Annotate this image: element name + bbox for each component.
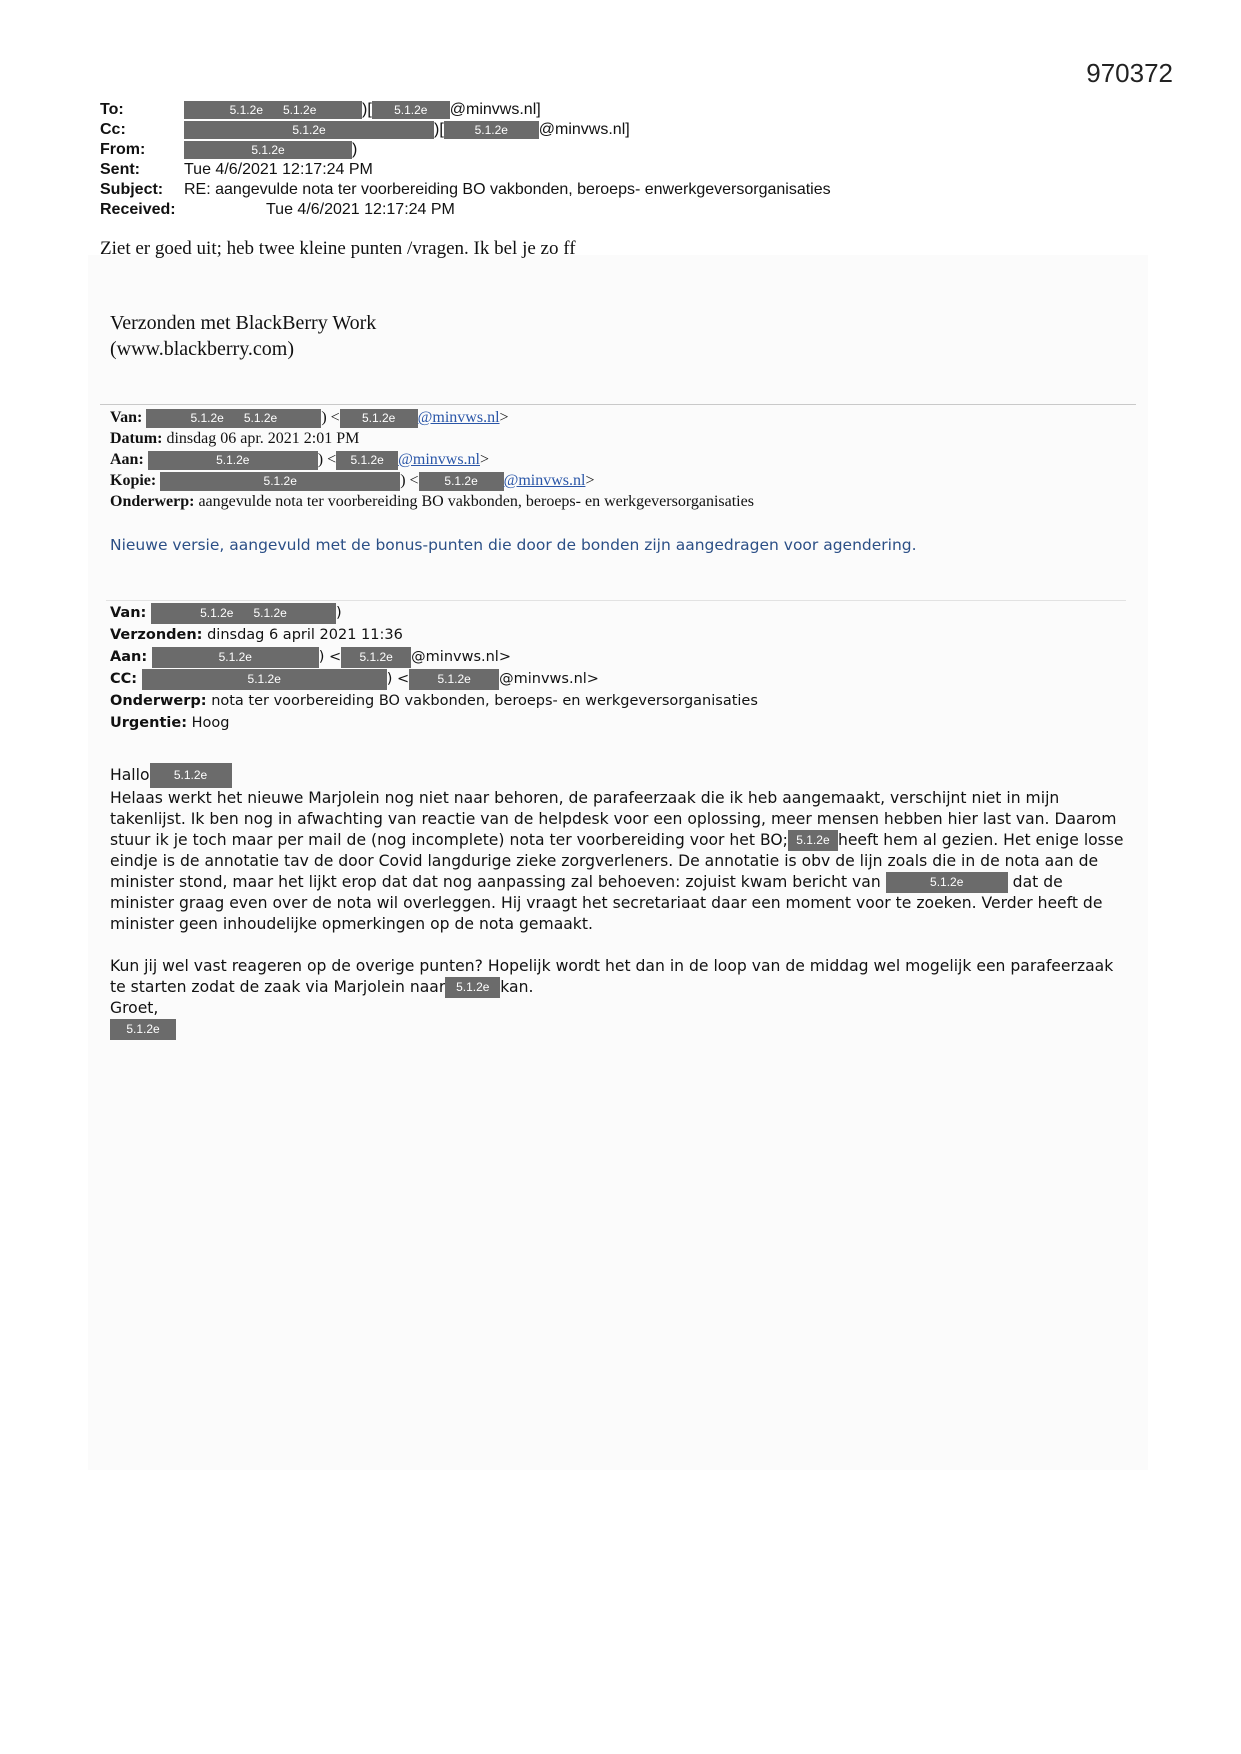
aan-label: Aan: xyxy=(110,451,144,468)
redaction-box: 5.1.2e xyxy=(336,451,398,470)
subject-label: Subject: xyxy=(100,181,164,198)
subject-value: RE: aangevulde nota ter voorbereiding BO vakbonden, beroeps- enwerkgeversorganisaties xyxy=(184,181,831,198)
redaction-box: 5.1.2e 5.1.2e xyxy=(184,101,362,119)
aan-separator: ) < xyxy=(318,649,342,665)
aan-domain: @minvws.nl> xyxy=(411,649,511,665)
redaction-box: 5.1.2e xyxy=(788,830,838,851)
email-link[interactable]: @minvws.nl xyxy=(417,409,500,426)
message2-body xyxy=(110,763,1130,1040)
kopie-label: Kopie: xyxy=(110,472,157,489)
from-close: ) xyxy=(352,141,358,158)
urgentie-row xyxy=(110,712,758,734)
van-label: Van: xyxy=(110,605,147,621)
van-label: Van: xyxy=(110,409,143,426)
redaction-box: 5.1.2e 5.1.2e xyxy=(146,409,321,428)
verzonden-label: Verzonden: xyxy=(110,627,203,643)
to-separator: )[ xyxy=(362,101,372,118)
aan-row xyxy=(110,646,758,668)
aan-separator: ) < xyxy=(317,451,337,468)
email-link[interactable]: @minvws.nl xyxy=(398,451,480,468)
from-value xyxy=(184,140,357,160)
cc-domain: @minvws.nl] xyxy=(538,121,630,138)
cc-separator: )[ xyxy=(434,121,444,138)
onderwerp-value: aangevulde nota ter voorbereiding BO vakbonden, beroeps- en werkgeversorganisaties xyxy=(198,493,754,510)
kopie-separator: ) < xyxy=(400,472,419,489)
closing: Groet, xyxy=(110,999,159,1017)
van-row xyxy=(110,602,758,624)
divider xyxy=(106,600,1126,601)
to-label: To: xyxy=(100,101,124,118)
divider xyxy=(100,404,1136,405)
redaction-box: 5.1.2e xyxy=(341,647,411,668)
email-link[interactable]: @minvws.nl xyxy=(503,472,586,489)
close-bracket: > xyxy=(480,451,490,468)
cc-separator: ) < xyxy=(386,671,410,687)
redaction-box: 5.1.2e xyxy=(148,451,318,470)
redaction-box: 5.1.2e xyxy=(886,872,1008,893)
paragraph-2 xyxy=(110,956,1130,998)
onderwerp-row xyxy=(110,690,758,712)
verzonden-row xyxy=(110,624,758,646)
document-number: 970372 xyxy=(1086,58,1173,88)
close-bracket: > xyxy=(585,472,595,489)
paragraph-text: Helaas werkt het nieuwe Marjolein nog niet naar behoren, de parafeerzaak die ik heb aangemaakt, verschijnt niet in mijn takenlijst. Ik ben nog in afwachting van reactie van de helpdesk voor een oplossing, meer mensen hebben hier last van. Daarom stuur ik je toch maar per mail de (nog incomplete) nota ter voorbereiding voor het BO; xyxy=(110,789,1117,849)
close-bracket: > xyxy=(499,409,509,426)
signature-line-1: Verzonden met BlackBerry Work xyxy=(110,312,377,334)
onderwerp-value: nota ter voorbereiding BO vakbonden, beroeps- en werkgeversorganisaties xyxy=(211,693,758,709)
redaction-box: 5.1.2e xyxy=(150,763,232,788)
verzonden-value: dinsdag 6 april 2021 11:36 xyxy=(207,627,403,643)
redaction-box: 5.1.2e xyxy=(160,472,400,491)
cc-domain: @minvws.nl> xyxy=(499,671,599,687)
redaction-box: 5.1.2e xyxy=(340,409,418,428)
to-domain: @minvws.nl] xyxy=(449,101,541,118)
forwarded-header-2 xyxy=(110,602,758,734)
paragraph-text: heeft hem al gezien. Het enige losse eindje is de annotatie tav de door Covid langdurige zieke zorgverleners. De annotatie is obv de lijn zoals die in de nota aan de minister stond, maar het lijkt erop dat dat nog aanpassing zal behoeven: zojuist kwam bericht van xyxy=(110,831,1124,891)
redaction-box: 5.1.2e xyxy=(152,647,319,668)
from-label: From: xyxy=(100,141,146,158)
van-close: ) xyxy=(335,605,342,621)
signature-line-2: (www.blackberry.com) xyxy=(110,338,294,360)
message1-body: Nieuwe versie, aangevuld met de bonus-punten die door de bonden zijn aangedragen voor agendering. xyxy=(110,536,917,554)
van-row xyxy=(110,407,754,428)
van-separator: ) < xyxy=(321,409,340,426)
onderwerp-label: Onderwerp: xyxy=(110,493,195,510)
datum-row xyxy=(110,428,754,449)
forwarded-header-1 xyxy=(110,407,754,512)
cc-label: Cc: xyxy=(100,121,126,138)
redaction-box: 5.1.2e xyxy=(419,472,504,491)
paragraph-1 xyxy=(110,788,1130,935)
greeting-text: Hallo xyxy=(110,766,150,784)
received-label: Received: xyxy=(100,201,176,218)
urgentie-label: Urgentie: xyxy=(110,715,187,731)
redaction-box: 5.1.2e xyxy=(184,121,434,139)
cc-label: CC: xyxy=(110,671,138,687)
datum-value: dinsdag 06 apr. 2021 2:01 PM xyxy=(166,430,360,447)
sent-label: Sent: xyxy=(100,161,140,178)
paragraph-text: kan. xyxy=(500,978,534,996)
to-value xyxy=(184,100,541,120)
aan-label: Aan: xyxy=(110,649,148,665)
paragraph-text: dat de minister graag even over de nota wil overleggen. Hij vraagt het secretariaat daar een moment voor te zoeken. Verder heeft de minister geen inhoudelijke opmerkingen op de nota gemaakt. xyxy=(110,873,1103,933)
redaction-box: 5.1.2e xyxy=(445,977,500,998)
aan-row xyxy=(110,449,754,470)
onderwerp-label: Onderwerp: xyxy=(110,693,207,709)
reply-text: Ziet er goed uit; heb twee kleine punten /vragen. Ik bel je zo ff xyxy=(100,238,576,259)
kopie-row xyxy=(110,470,754,491)
cc-row xyxy=(110,668,758,690)
redaction-box: 5.1.2e xyxy=(184,141,352,159)
redaction-box: 5.1.2e xyxy=(110,1019,176,1040)
signature xyxy=(110,310,376,362)
sender-signature xyxy=(110,1019,1130,1040)
redaction-box: 5.1.2e xyxy=(372,101,450,119)
paragraph-text: Kun jij wel vast reageren op de overige punten? Hopelijk wordt het dan in de loop van de middag wel mogelijk een parafeerzaak te starten zodat de zaak via Marjolein naar xyxy=(110,957,1114,996)
redaction-box: 5.1.2e xyxy=(409,669,499,690)
redaction-box: 5.1.2e 5.1.2e xyxy=(151,603,336,624)
cc-value xyxy=(184,120,630,140)
onderwerp-row xyxy=(110,491,754,512)
redaction-box: 5.1.2e xyxy=(142,669,387,690)
spacer xyxy=(110,935,1130,956)
datum-label: Datum: xyxy=(110,430,163,447)
urgentie-value: Hoog xyxy=(191,715,230,731)
sent-value: Tue 4/6/2021 12:17:24 PM xyxy=(184,161,373,178)
greeting xyxy=(110,763,1130,788)
redaction-box: 5.1.2e xyxy=(444,121,539,139)
received-value: Tue 4/6/2021 12:17:24 PM xyxy=(266,201,455,218)
